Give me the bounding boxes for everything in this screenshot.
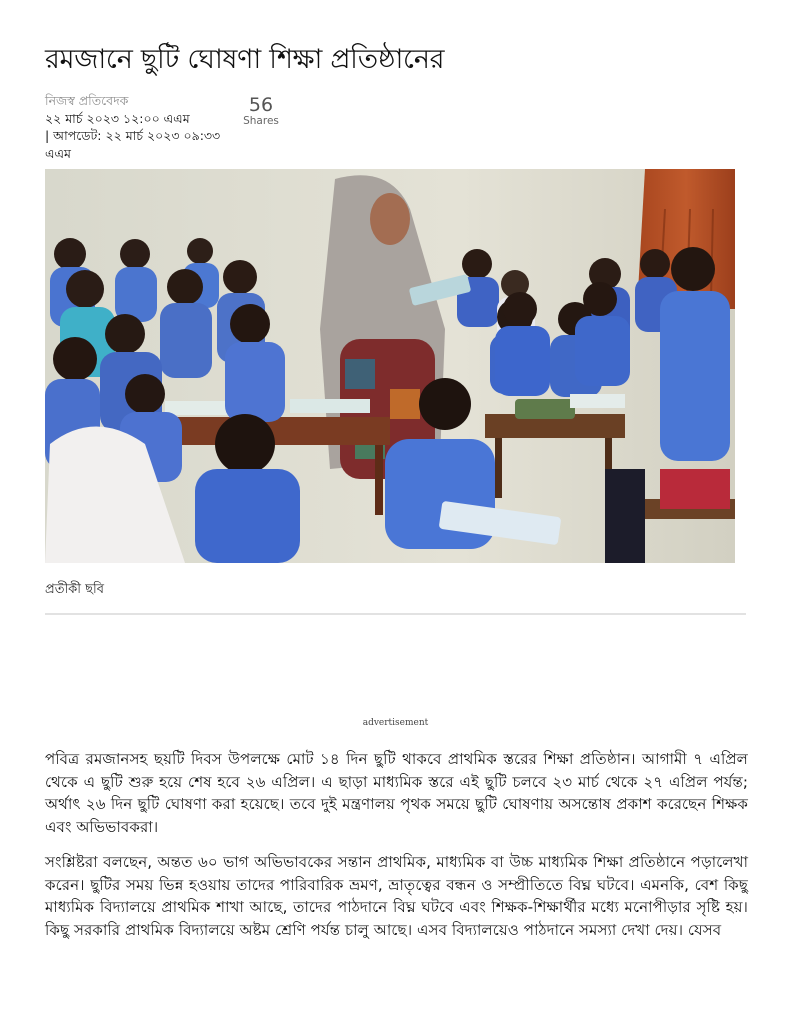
advertisement-label: advertisement: [362, 718, 429, 728]
share-counter[interactable]: [238, 95, 284, 127]
article-photo[interactable]: [45, 169, 735, 563]
updated-date: | আপডেট: ২২ মার্চ ২০২৩ ০৯:৩৩ এএম: [45, 128, 221, 161]
photo-caption: প্রতীকী ছবি: [45, 582, 104, 597]
article-paragraph-2: সংশ্লিষ্টরা বলছেন, অন্তত ৬০ ভাগ অভিভাবকের সন্তান প্রাথমিক, মাধ্যমিক বা উচ্চ মাধ্যমিক শিক্ষা প্রতিষ্ঠানে পড়ালেখা করেন। ছুটির সময় ভিন্ন হওয়ায় তাদের পারিবারিক ভ্রমণ, ভ্রাতৃত্বের বন্ধন ও সম্প্রীতিতে বিঘ্ন ঘটবে। এমনকি, বেশ কিছু মাধ্যমিক বিদ্যালয়ে প্রাথমিক শাখা আছে, তাদের পাঠদানে বিঘ্ন ঘটবে এবং শিক্ষক-শিক্ষার্থীর মধ্যে মনোপীড়ার সৃষ্টি হয়। কিছু সরকারি প্রাথমিক বিদ্যালয়ে অষ্টম শ্রেণি পর্যন্ত চালু আছে। এসব বিদ্যালয়েও পাঠদানে সমস্যা দেখা দেয়। যেসব: [45, 853, 748, 939]
article-body: [45, 748, 748, 954]
section-divider: [45, 613, 746, 615]
article-meta: [45, 92, 235, 162]
share-label: Shares: [243, 115, 279, 127]
article-paragraph-1: পবিত্র রমজানসহ ছয়টি দিবস উপলক্ষে মোট ১৪ দিন ছুটি থাকবে প্রাথমিক স্তরের শিক্ষা প্রতিষ্ঠান। আগামী ৭ এপ্রিল থেকে এ ছুটি শুরু হয়ে শেষ হবে ২৬ এপ্রিল। এ ছাড়া মাধ্যমিক স্তরে এই ছুটি চলবে ২৩ মার্চ থেকে ২৭ এপ্রিল পর্যন্ত; অর্থাৎ ২৬ দিন ছুটি ঘোষণা করা হয়েছে। তবে দুই মন্ত্রণালয় পৃথক সময়ে ছুটি ঘোষণায় অসন্তোষ প্রকাশ করেছেন শিক্ষক এবং অভিভাবকরা।: [45, 750, 748, 836]
published-date: ২২ মার্চ ২০২৩ ১২:০০ এএম: [45, 110, 190, 126]
classroom-photo-illustration: [45, 169, 735, 563]
article-headline: রমজানে ছুটি ঘোষণা শিক্ষা প্রতিষ্ঠানের: [45, 44, 445, 75]
share-count: 56: [248, 94, 274, 116]
author-byline[interactable]: নিজস্ব প্রতিবেদক: [45, 93, 129, 108]
